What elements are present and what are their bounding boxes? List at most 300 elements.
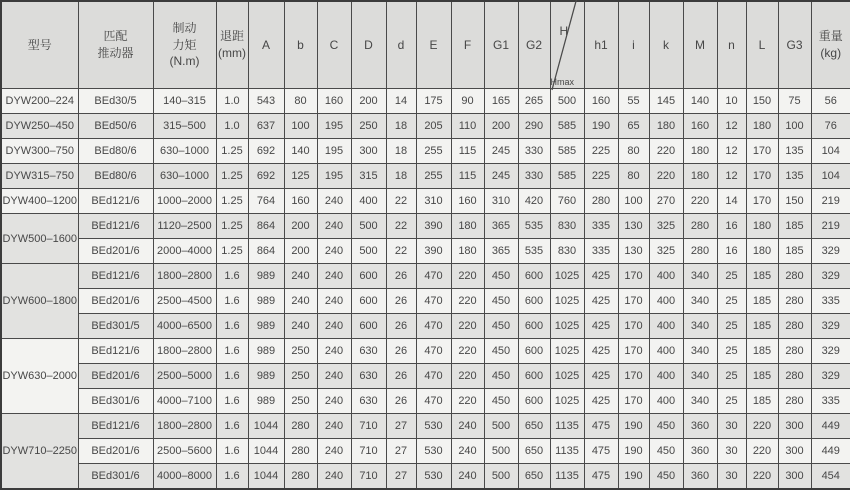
- cell-G2: 600: [518, 314, 550, 339]
- cell-H: 500: [550, 89, 584, 114]
- cell-weight: 329: [811, 239, 850, 264]
- header-label-line: i: [619, 37, 649, 54]
- cell-n: 25: [717, 289, 746, 314]
- cell-A: 989: [248, 314, 284, 339]
- header-label-line: 重量: [812, 28, 850, 45]
- cell-D: 630: [351, 339, 386, 364]
- column-header-thruster: [78, 1, 153, 89]
- cell-D: 400: [351, 189, 386, 214]
- cell-torque: 4000–8000: [153, 464, 216, 490]
- cell-h1: 335: [584, 239, 618, 264]
- cell-L: 220: [746, 464, 778, 490]
- cell-A: 989: [248, 264, 284, 289]
- column-header-b: [284, 1, 317, 89]
- cell-M: 340: [683, 314, 717, 339]
- cell-h1: 190: [584, 114, 618, 139]
- cell-D: 600: [351, 289, 386, 314]
- cell-k: 400: [649, 264, 683, 289]
- cell-G3: 280: [778, 264, 811, 289]
- header-H-label: H: [560, 24, 569, 38]
- cell-h1: 425: [584, 339, 618, 364]
- table-row: [1, 239, 850, 264]
- cell-d: 26: [386, 289, 416, 314]
- cell-F: 90: [451, 89, 484, 114]
- cell-weight: 76: [811, 114, 850, 139]
- column-header-H: [550, 1, 584, 89]
- cell-D: 710: [351, 439, 386, 464]
- cell-A: 989: [248, 339, 284, 364]
- cell-G1: 450: [484, 289, 518, 314]
- cell-i: 130: [618, 214, 649, 239]
- cell-retreat: 1.6: [216, 264, 248, 289]
- cell-A: 543: [248, 89, 284, 114]
- cell-G3: 185: [778, 214, 811, 239]
- cell-E: 310: [416, 189, 451, 214]
- cell-E: 205: [416, 114, 451, 139]
- cell-G1: 365: [484, 239, 518, 264]
- cell-weight: 104: [811, 164, 850, 189]
- header-label-line: b: [285, 37, 317, 54]
- header-label-line: G3: [779, 37, 811, 54]
- cell-d: 22: [386, 239, 416, 264]
- cell-A: 864: [248, 214, 284, 239]
- cell-C: 240: [317, 264, 351, 289]
- cell-retreat: 1.25: [216, 164, 248, 189]
- cell-thruster: BEd201/6: [78, 289, 153, 314]
- table-row: [1, 289, 850, 314]
- cell-G2: 330: [518, 164, 550, 189]
- cell-retreat: 1.6: [216, 414, 248, 439]
- cell-D: 315: [351, 164, 386, 189]
- cell-weight: 219: [811, 214, 850, 239]
- cell-F: 220: [451, 364, 484, 389]
- cell-A: 989: [248, 364, 284, 389]
- cell-F: 160: [451, 189, 484, 214]
- cell-i: 80: [618, 164, 649, 189]
- cell-H: 585: [550, 139, 584, 164]
- cell-M: 340: [683, 389, 717, 414]
- cell-F: 240: [451, 439, 484, 464]
- cell-i: 190: [618, 414, 649, 439]
- cell-G2: 600: [518, 289, 550, 314]
- cell-k: 450: [649, 439, 683, 464]
- cell-model: DYW600–1800: [1, 264, 78, 339]
- cell-b: 280: [284, 464, 317, 490]
- cell-D: 600: [351, 314, 386, 339]
- header-label-line: d: [387, 37, 416, 54]
- cell-E: 470: [416, 364, 451, 389]
- cell-torque: 2000–4000: [153, 239, 216, 264]
- header-row: [1, 1, 850, 89]
- cell-G3: 150: [778, 189, 811, 214]
- cell-thruster: BEd201/6: [78, 439, 153, 464]
- cell-E: 470: [416, 314, 451, 339]
- cell-H: 830: [550, 239, 584, 264]
- column-header-A: [248, 1, 284, 89]
- cell-k: 400: [649, 364, 683, 389]
- cell-thruster: BEd301/6: [78, 464, 153, 490]
- cell-M: 340: [683, 339, 717, 364]
- header-label-line: 力矩: [154, 37, 216, 54]
- cell-E: 530: [416, 439, 451, 464]
- cell-M: 360: [683, 464, 717, 490]
- cell-G3: 135: [778, 164, 811, 189]
- cell-F: 220: [451, 339, 484, 364]
- cell-G1: 245: [484, 139, 518, 164]
- cell-A: 989: [248, 389, 284, 414]
- cell-C: 240: [317, 414, 351, 439]
- cell-thruster: BEd50/6: [78, 114, 153, 139]
- table-header: [1, 1, 850, 89]
- cell-F: 110: [451, 114, 484, 139]
- table-row: [1, 414, 850, 439]
- cell-H: 1135: [550, 414, 584, 439]
- cell-C: 240: [317, 389, 351, 414]
- cell-b: 80: [284, 89, 317, 114]
- header-label-line: h1: [585, 37, 618, 54]
- cell-D: 600: [351, 264, 386, 289]
- cell-n: 25: [717, 339, 746, 364]
- table-body: [1, 89, 850, 490]
- cell-b: 125: [284, 164, 317, 189]
- cell-h1: 425: [584, 364, 618, 389]
- header-label-line: F: [452, 37, 484, 54]
- cell-torque: 2500–4500: [153, 289, 216, 314]
- cell-G2: 290: [518, 114, 550, 139]
- cell-b: 240: [284, 289, 317, 314]
- cell-b: 250: [284, 364, 317, 389]
- cell-b: 240: [284, 264, 317, 289]
- column-header-weight: [811, 1, 850, 89]
- cell-torque: 1800–2800: [153, 414, 216, 439]
- column-header-d: [386, 1, 416, 89]
- cell-n: 10: [717, 89, 746, 114]
- cell-M: 360: [683, 414, 717, 439]
- cell-i: 190: [618, 464, 649, 490]
- cell-G2: 265: [518, 89, 550, 114]
- cell-C: 240: [317, 189, 351, 214]
- table-row: [1, 164, 850, 189]
- cell-h1: 225: [584, 164, 618, 189]
- cell-retreat: 1.25: [216, 214, 248, 239]
- cell-C: 160: [317, 89, 351, 114]
- cell-A: 692: [248, 164, 284, 189]
- cell-torque: 630–1000: [153, 139, 216, 164]
- cell-E: 530: [416, 464, 451, 490]
- cell-F: 240: [451, 464, 484, 490]
- cell-G1: 310: [484, 189, 518, 214]
- cell-d: 27: [386, 464, 416, 490]
- cell-i: 55: [618, 89, 649, 114]
- cell-k: 400: [649, 339, 683, 364]
- header-label-line: 匹配: [79, 28, 153, 45]
- cell-A: 1044: [248, 464, 284, 490]
- cell-M: 220: [683, 189, 717, 214]
- header-label-line: 退距: [217, 28, 248, 45]
- cell-A: 692: [248, 139, 284, 164]
- cell-n: 16: [717, 214, 746, 239]
- cell-i: 80: [618, 139, 649, 164]
- column-header-k: [649, 1, 683, 89]
- table-row: [1, 464, 850, 490]
- cell-torque: 1120–2500: [153, 214, 216, 239]
- cell-G2: 535: [518, 214, 550, 239]
- cell-n: 25: [717, 389, 746, 414]
- header-Hmax-label: Hmax: [551, 77, 575, 87]
- cell-k: 220: [649, 164, 683, 189]
- cell-model: DYW315–750: [1, 164, 78, 189]
- cell-weight: 335: [811, 289, 850, 314]
- cell-G2: 650: [518, 464, 550, 490]
- cell-C: 240: [317, 364, 351, 389]
- cell-C: 240: [317, 289, 351, 314]
- cell-k: 325: [649, 214, 683, 239]
- cell-D: 200: [351, 89, 386, 114]
- column-header-F: [451, 1, 484, 89]
- cell-C: 195: [317, 114, 351, 139]
- cell-C: 195: [317, 164, 351, 189]
- cell-G1: 450: [484, 264, 518, 289]
- column-header-h1: [584, 1, 618, 89]
- cell-G3: 135: [778, 139, 811, 164]
- cell-n: 25: [717, 364, 746, 389]
- cell-h1: 425: [584, 289, 618, 314]
- cell-E: 390: [416, 239, 451, 264]
- cell-retreat: 1.6: [216, 464, 248, 490]
- cell-d: 27: [386, 439, 416, 464]
- cell-torque: 1000–2000: [153, 189, 216, 214]
- cell-retreat: 1.6: [216, 364, 248, 389]
- cell-E: 470: [416, 389, 451, 414]
- cell-model: DYW200–224: [1, 89, 78, 114]
- cell-G2: 420: [518, 189, 550, 214]
- cell-C: 240: [317, 214, 351, 239]
- cell-n: 25: [717, 264, 746, 289]
- table-row: [1, 214, 850, 239]
- cell-k: 270: [649, 189, 683, 214]
- column-header-G2: [518, 1, 550, 89]
- cell-h1: 475: [584, 414, 618, 439]
- cell-b: 250: [284, 389, 317, 414]
- column-header-n: [717, 1, 746, 89]
- cell-d: 27: [386, 414, 416, 439]
- column-header-M: [683, 1, 717, 89]
- cell-G2: 650: [518, 414, 550, 439]
- cell-C: 240: [317, 314, 351, 339]
- cell-G3: 300: [778, 464, 811, 490]
- cell-H: 1135: [550, 439, 584, 464]
- header-label-line: 制动: [154, 20, 216, 37]
- cell-G1: 500: [484, 464, 518, 490]
- cell-L: 185: [746, 264, 778, 289]
- cell-D: 710: [351, 464, 386, 490]
- cell-D: 300: [351, 139, 386, 164]
- cell-retreat: 1.25: [216, 239, 248, 264]
- cell-model: DYW400–1200: [1, 189, 78, 214]
- cell-G3: 75: [778, 89, 811, 114]
- cell-M: 280: [683, 239, 717, 264]
- cell-weight: 454: [811, 464, 850, 490]
- cell-model: DYW500–1600: [1, 214, 78, 264]
- cell-b: 140: [284, 139, 317, 164]
- cell-G3: 280: [778, 389, 811, 414]
- cell-H: 1025: [550, 289, 584, 314]
- cell-E: 390: [416, 214, 451, 239]
- header-label-line: (N.m): [154, 53, 216, 70]
- cell-torque: 1800–2800: [153, 264, 216, 289]
- cell-weight: 329: [811, 339, 850, 364]
- cell-i: 170: [618, 364, 649, 389]
- cell-G3: 300: [778, 414, 811, 439]
- cell-model: DYW710–2250: [1, 414, 78, 490]
- cell-F: 180: [451, 239, 484, 264]
- cell-H: 585: [550, 164, 584, 189]
- cell-b: 250: [284, 339, 317, 364]
- table-row: [1, 139, 850, 164]
- header-label-line: C: [318, 37, 351, 54]
- cell-D: 710: [351, 414, 386, 439]
- cell-k: 145: [649, 89, 683, 114]
- cell-d: 18: [386, 139, 416, 164]
- cell-thruster: BEd301/5: [78, 314, 153, 339]
- cell-L: 180: [746, 114, 778, 139]
- cell-H: 830: [550, 214, 584, 239]
- cell-h1: 160: [584, 89, 618, 114]
- cell-G1: 200: [484, 114, 518, 139]
- table-row: [1, 339, 850, 364]
- cell-L: 185: [746, 289, 778, 314]
- cell-b: 280: [284, 414, 317, 439]
- cell-D: 250: [351, 114, 386, 139]
- cell-torque: 630–1000: [153, 164, 216, 189]
- cell-d: 26: [386, 314, 416, 339]
- cell-E: 470: [416, 264, 451, 289]
- cell-G1: 450: [484, 364, 518, 389]
- cell-b: 240: [284, 314, 317, 339]
- cell-G2: 600: [518, 264, 550, 289]
- cell-d: 26: [386, 339, 416, 364]
- cell-G3: 280: [778, 339, 811, 364]
- column-header-C: [317, 1, 351, 89]
- column-header-i: [618, 1, 649, 89]
- header-label-line: D: [352, 37, 386, 54]
- table-row: [1, 89, 850, 114]
- cell-d: 26: [386, 264, 416, 289]
- cell-i: 65: [618, 114, 649, 139]
- cell-k: 400: [649, 314, 683, 339]
- cell-M: 280: [683, 214, 717, 239]
- cell-retreat: 1.6: [216, 439, 248, 464]
- cell-h1: 475: [584, 464, 618, 490]
- cell-G1: 245: [484, 164, 518, 189]
- column-header-torque: [153, 1, 216, 89]
- cell-weight: 329: [811, 314, 850, 339]
- cell-G1: 365: [484, 214, 518, 239]
- cell-D: 500: [351, 214, 386, 239]
- cell-G1: 500: [484, 414, 518, 439]
- cell-L: 220: [746, 414, 778, 439]
- cell-thruster: BEd301/6: [78, 389, 153, 414]
- cell-M: 340: [683, 364, 717, 389]
- cell-A: 1044: [248, 439, 284, 464]
- header-label-line: 推动器: [79, 45, 153, 62]
- cell-M: 180: [683, 139, 717, 164]
- cell-i: 100: [618, 189, 649, 214]
- cell-L: 170: [746, 164, 778, 189]
- cell-i: 170: [618, 389, 649, 414]
- cell-D: 630: [351, 389, 386, 414]
- cell-weight: 335: [811, 389, 850, 414]
- cell-i: 170: [618, 314, 649, 339]
- header-label-line: L: [747, 37, 778, 54]
- cell-retreat: 1.25: [216, 189, 248, 214]
- cell-n: 16: [717, 239, 746, 264]
- column-header-retreat: [216, 1, 248, 89]
- cell-weight: 329: [811, 364, 850, 389]
- cell-thruster: BEd201/6: [78, 364, 153, 389]
- cell-M: 140: [683, 89, 717, 114]
- header-label-line: A: [249, 37, 284, 54]
- cell-F: 115: [451, 139, 484, 164]
- cell-C: 240: [317, 439, 351, 464]
- cell-H: 1025: [550, 364, 584, 389]
- cell-d: 22: [386, 214, 416, 239]
- table-row: [1, 439, 850, 464]
- cell-i: 170: [618, 339, 649, 364]
- cell-E: 470: [416, 339, 451, 364]
- cell-d: 18: [386, 164, 416, 189]
- header-label-line: E: [417, 37, 451, 54]
- cell-b: 160: [284, 189, 317, 214]
- cell-G2: 330: [518, 139, 550, 164]
- cell-retreat: 1.6: [216, 289, 248, 314]
- cell-n: 30: [717, 439, 746, 464]
- cell-torque: 2500–5600: [153, 439, 216, 464]
- cell-E: 255: [416, 164, 451, 189]
- header-label-line: G2: [519, 37, 550, 54]
- cell-G2: 535: [518, 239, 550, 264]
- cell-G3: 280: [778, 364, 811, 389]
- cell-k: 400: [649, 389, 683, 414]
- cell-F: 180: [451, 214, 484, 239]
- cell-d: 26: [386, 364, 416, 389]
- cell-thruster: BEd201/6: [78, 239, 153, 264]
- cell-torque: 2500–5000: [153, 364, 216, 389]
- cell-E: 530: [416, 414, 451, 439]
- cell-F: 220: [451, 264, 484, 289]
- cell-L: 170: [746, 139, 778, 164]
- cell-H: 1025: [550, 339, 584, 364]
- cell-L: 170: [746, 189, 778, 214]
- cell-G1: 450: [484, 389, 518, 414]
- cell-torque: 4000–6500: [153, 314, 216, 339]
- cell-L: 185: [746, 314, 778, 339]
- cell-thruster: BEd80/6: [78, 164, 153, 189]
- cell-i: 190: [618, 439, 649, 464]
- cell-G1: 450: [484, 314, 518, 339]
- cell-k: 450: [649, 464, 683, 490]
- table-row: [1, 114, 850, 139]
- cell-d: 18: [386, 114, 416, 139]
- cell-retreat: 1.25: [216, 139, 248, 164]
- cell-G1: 500: [484, 439, 518, 464]
- cell-G3: 280: [778, 314, 811, 339]
- cell-weight: 104: [811, 139, 850, 164]
- cell-thruster: BEd30/5: [78, 89, 153, 114]
- table-row: [1, 314, 850, 339]
- header-label-line: 型号: [2, 37, 78, 54]
- cell-n: 30: [717, 464, 746, 490]
